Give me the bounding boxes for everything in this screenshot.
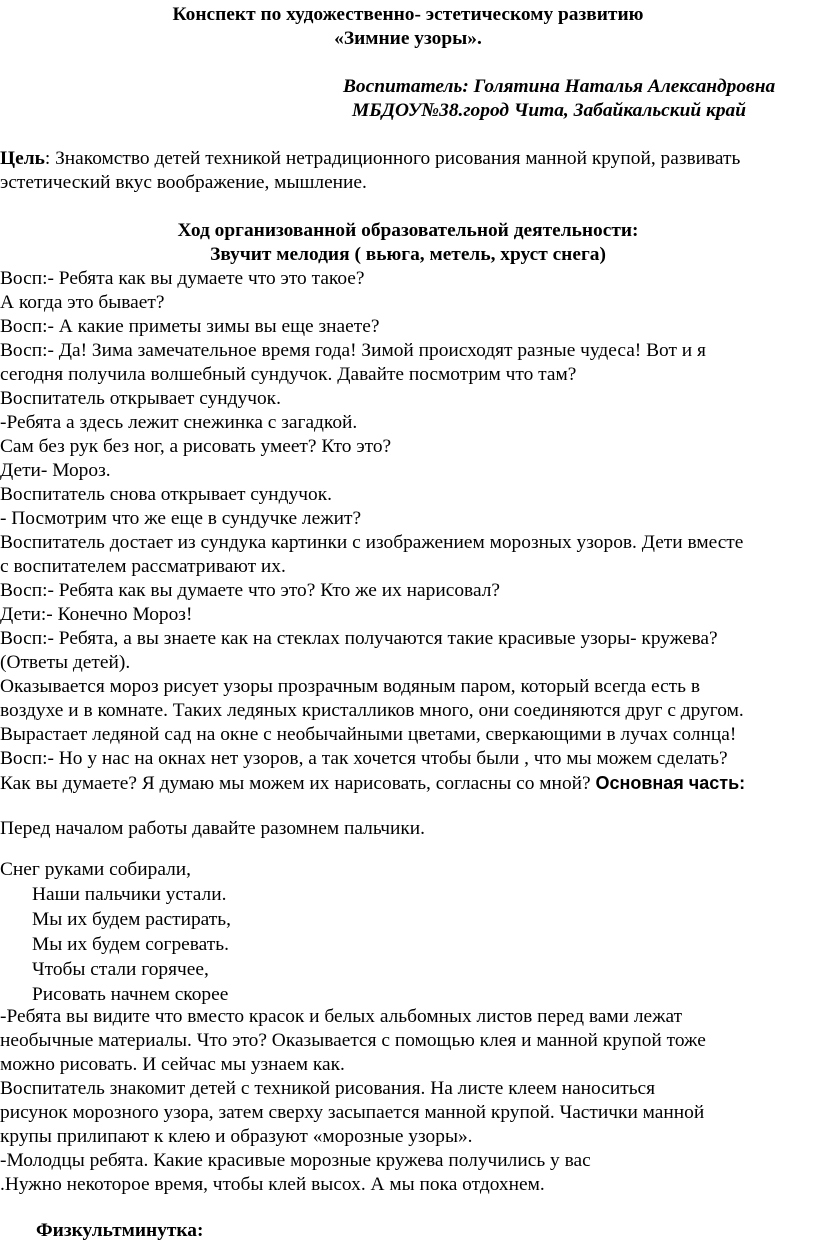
poem-line: Мы их будем растирать, [32, 909, 231, 930]
body-line: Восп:- А какие приметы зимы вы еще знаете? [0, 316, 380, 337]
teacher-line: Воспитатель: Голятина Наталья Александровна [343, 76, 776, 97]
body-line: Воспитатель достает из сундука картинки с изображением морозных узоров. Дети вместе [0, 532, 744, 553]
body-line: Воспитатель открывает сундучок. [0, 388, 281, 409]
body-line: Перед началом работы давайте разомнем пальчики. [0, 818, 425, 839]
body-line: - Посмотрим что же еще в сундучке лежит? [0, 508, 362, 529]
goal-text: : Знакомство детей техникой нетрадиционного рисования манной крупой, развивать [44, 148, 741, 169]
body-line: можно рисовать. И сейчас мы узнаем как. [0, 1054, 345, 1075]
body-line: Воспитатель знакомит детей с техникой рисования. На листе клеем наноситься [0, 1078, 656, 1099]
body-line: (Ответы детей). [0, 652, 131, 673]
goal-line-2: эстетический вкус воображение, мышление. [0, 172, 367, 193]
body-line: .Нужно некоторое время, чтобы клей высох. А мы пока отдохнем. [0, 1174, 545, 1195]
body-line: -Молодцы ребята. Какие красивые морозные кружева получились у вас [0, 1150, 591, 1171]
poem-line: Чтобы стали горячее, [32, 959, 209, 980]
body-line [0, 771, 745, 796]
body-line: воздухе и в комнате. Таких ледяных кристалликов много, они соединяются друг с другом. [0, 700, 744, 721]
main-part-label: Основная часть: [595, 773, 746, 793]
body-line: Сам без рук без ног, а рисовать умеет? Кто это? [0, 436, 392, 457]
body-line: Восп:- Ребята как вы думаете что это такое? [0, 268, 365, 289]
body-line: Восп:- Ребята, а вы знаете как на стеклах получаются такие красивые узоры- кружева? [0, 628, 718, 649]
body-line: крупы прилипают к клею и образуют «морозные узоры». [0, 1126, 473, 1147]
body-line: -Ребята а здесь лежит снежинка с загадкой. [0, 412, 358, 433]
body-line: Воспитатель снова открывает сундучок. [0, 484, 332, 505]
body-line: А когда это бывает? [0, 292, 165, 313]
body-line: Дети:- Конечно Мороз! [0, 604, 193, 625]
title-line-2: «Зимние узоры». [334, 28, 482, 49]
poem-line: Мы их будем согревать. [32, 934, 229, 955]
body-line: Вырастает ледяной сад на окне с необычайными цветами, сверкающими в лучах солнца! [0, 724, 737, 745]
body-line: Восп:- Да! Зима замечательное время года! Зимой происходят разные чудеса! Вот и я [0, 340, 706, 361]
goal-line-1 [0, 147, 740, 171]
body-line: с воспитателем рассматривают их. [0, 556, 286, 577]
poem-line: Наши пальчики устали. [32, 884, 227, 905]
goal-label: Цель [0, 148, 45, 169]
poem-line: Рисовать начнем скорее [32, 984, 229, 1005]
body-line: необычные материалы. Что это? Оказывается с помощью клея и манной крупой тоже [0, 1030, 706, 1051]
title-line-1: Конспект по художественно- эстетическому развитию [172, 4, 644, 25]
body-line: Дети- Мороз. [0, 460, 111, 481]
institution-line: МБДОУ№38.город Чита, Забайкальский край [352, 100, 747, 121]
body-line: -Ребята вы видите что вместо красок и белых альбомных листов перед вами лежат [0, 1006, 683, 1027]
poem-line: Снег руками собирали, [0, 859, 191, 880]
body-line: рисунок морозного узора, затем сверху засыпается манной крупой. Частички манной [0, 1102, 705, 1123]
body-line: Оказывается мороз рисует узоры прозрачным водяным паром, который всегда есть в [0, 676, 701, 697]
body-line: сегодня получила волшебный сундучок. Давайте посмотрим что там? [0, 364, 577, 385]
body-line: Восп:- Ребята как вы думаете что это? Кто же их нарисовал? [0, 580, 500, 601]
body-text: Как вы думаете? Я думаю мы можем их нарисовать, согласны со мной? [0, 773, 596, 794]
section-heading-physical-break: Физкультминутка: [36, 1220, 204, 1241]
body-line: Восп:- Но у нас на окнах нет узоров, а так хочется чтобы были , что мы можем сделать? [0, 748, 728, 769]
activity-subheading: Звучит мелодия ( вьюга, метель, хруст снега) [210, 244, 606, 265]
activity-heading: Ход организованной образовательной деятельности: [177, 220, 639, 241]
